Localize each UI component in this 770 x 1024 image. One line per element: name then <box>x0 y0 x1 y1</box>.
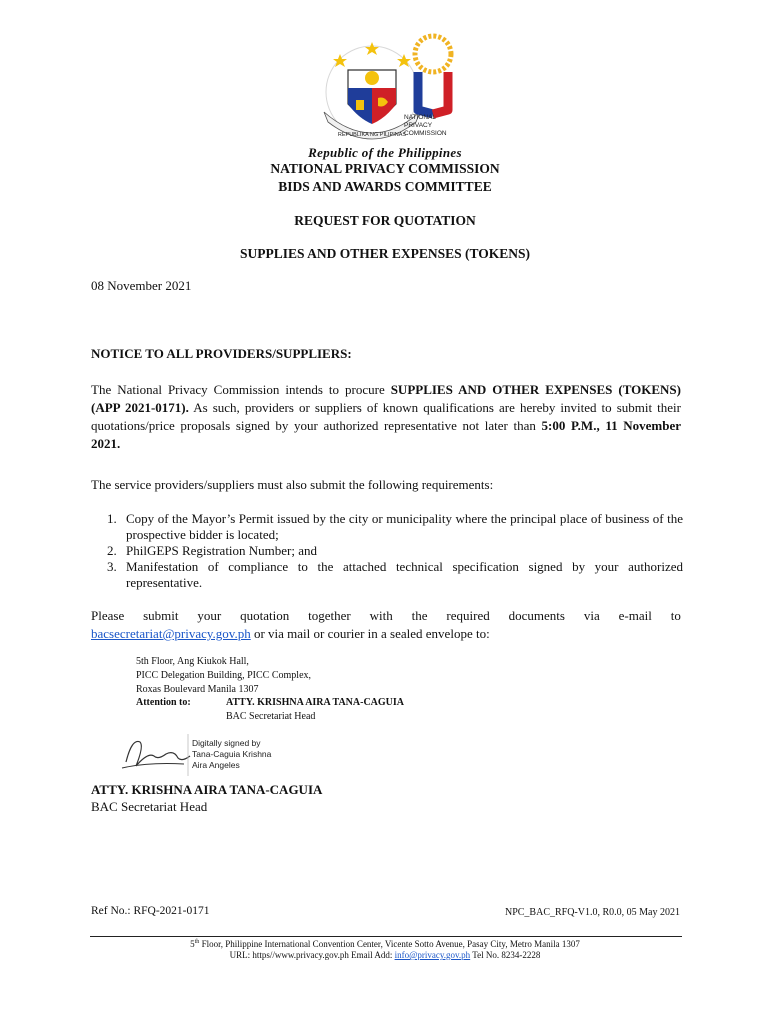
document-date: 08 November 2021 <box>91 278 192 293</box>
signature-line: Aira Angeles <box>192 760 240 770</box>
npc-logo-line: COMMISSION <box>404 130 447 137</box>
word: documents <box>508 608 565 623</box>
word: the <box>411 608 428 623</box>
address-line: Roxas Boulevard Manila 1307 <box>136 684 259 695</box>
signer-name: ATTY. KRISHNA AIRA TANA-CAGUIA <box>91 782 323 797</box>
signer-title: BAC Secretariat Head <box>91 799 208 814</box>
submission-deadline: 5:00 P.M., 11 November 2021. <box>91 418 681 451</box>
requirements-intro: The service providers/suppliers must also submit the following requirements: <box>91 477 494 492</box>
committee-heading: BIDS AND AWARDS COMMITTEE <box>278 179 492 194</box>
word: via <box>583 608 600 623</box>
attention-title: BAC Secretariat Head <box>226 711 316 722</box>
mailing-address <box>136 655 311 697</box>
reference-number: Ref No.: RFQ-2021-0171 <box>91 905 210 917</box>
list-number: 2. <box>107 543 117 558</box>
submission-line <box>91 607 681 625</box>
notice-heading: NOTICE TO ALL PROVIDERS/SUPPLIERS: <box>91 346 352 361</box>
submission-rest: or via mail or courier in a sealed envelope to: <box>250 626 490 641</box>
footer-url: URL: https//www.privacy.gov.ph Email Add: <box>229 950 395 960</box>
word: with <box>369 608 393 623</box>
agency-heading: NATIONAL PRIVACY COMMISSION <box>270 161 500 176</box>
footer-tel: Tel No. 8234-2228 <box>470 950 541 960</box>
footer-floor-number: 5 <box>190 939 195 949</box>
submission-line <box>91 625 681 643</box>
footer-floor-suffix: th <box>194 939 200 945</box>
word: e-mail <box>618 608 652 623</box>
npc-logo-wordmark <box>404 114 464 138</box>
seal-ribbon-text: REPUBLIKA NG PILIPINAS <box>337 132 407 138</box>
footer-address <box>0 939 770 949</box>
word: Please <box>91 608 125 623</box>
word: your <box>197 608 222 623</box>
submission-paragraph <box>91 607 681 643</box>
list-item <box>107 511 683 543</box>
list-number: 1. <box>107 511 117 526</box>
list-text: Copy of the Mayor’s Permit issued by the city or municipality where the principal place of business of the prospective bidder is located; <box>126 511 683 542</box>
document-code: NPC_BAC_RFQ-V1.0, R0.0, 05 May 2021 <box>504 907 680 918</box>
invitation-paragraph <box>91 381 681 453</box>
list-text: PhilGEPS Registration Number; and <box>126 543 318 558</box>
list-number: 3. <box>107 559 117 574</box>
list-item <box>107 559 683 591</box>
signature-line: Tana-Caguia Krishna <box>192 749 272 759</box>
footer-contact <box>0 950 770 960</box>
attention-name: ATTY. KRISHNA AIRA TANA-CAGUIA <box>226 697 404 708</box>
address-line: PICC Delegation Building, PICC Complex, <box>136 670 312 681</box>
document-title: REQUEST FOR QUOTATION <box>294 213 476 228</box>
republic-heading: Republic of the Philippines <box>308 145 462 160</box>
npc-logo-line: NATIONAL <box>404 114 437 121</box>
list-item <box>107 543 683 559</box>
word: together <box>308 608 351 623</box>
document-subtitle: SUPPLIES AND OTHER EXPENSES (TOKENS) <box>239 246 531 261</box>
word: submit <box>143 608 179 623</box>
bac-email-link[interactable]: bacsecretariat@privacy.gov.ph <box>91 626 251 641</box>
attention-label: Attention to: <box>136 697 191 708</box>
footer-divider <box>90 936 682 937</box>
list-text: Manifestation of compliance to the attached technical specification signed by your authorized representative. <box>126 559 683 590</box>
word: quotation <box>240 608 290 623</box>
npc-logo-line: PRIVACY <box>404 122 433 129</box>
footer-email-link[interactable]: info@privacy.gov.ph <box>394 950 471 960</box>
digital-signature-note <box>192 738 271 771</box>
para1-intro: The National Privacy Commission intends to procure <box>91 382 391 397</box>
address-line: 5th Floor, Ang Kiukok Hall, <box>136 656 249 667</box>
para1-middle: As such, providers or suppliers of known qualifications are hereby invited to submit their quotations/price proposals signed by your authorized representative not later than <box>91 400 682 433</box>
word: required <box>446 608 490 623</box>
requirements-list <box>107 511 683 591</box>
procurement-item: SUPPLIES AND OTHER EXPENSES (TOKENS) (APP 2021-0171). <box>91 382 681 415</box>
word: to <box>670 608 681 623</box>
footer-address-rest: Floor, Philippine International Convention Center, Vicente Sotto Avenue, Pasay City, Metro Manila 1307 <box>199 939 580 949</box>
signature-line: Digitally signed by <box>192 738 261 748</box>
